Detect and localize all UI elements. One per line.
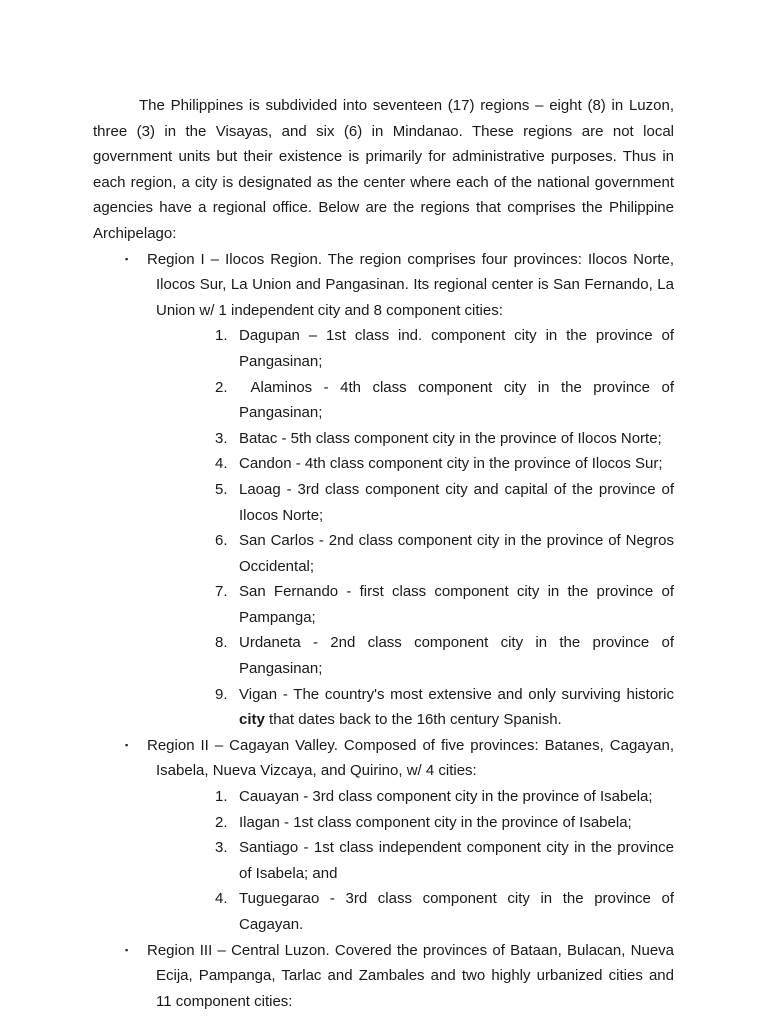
city-text: San Carlos - 2nd class component city in the province of Negros Occidental; <box>239 532 674 575</box>
list-item <box>147 784 674 810</box>
city-text: Tuguegarao - 3rd class component city in the province of Cagayan. <box>239 890 674 933</box>
city-text: Laoag - 3rd class component city and capital of the province of Ilocos Norte; <box>239 480 674 524</box>
region-description: Region III – Central Luzon. Covered the provinces of Bataan, Bulacan, Nueva Ecija, Pampanga, Tarlac and Zambales and two highly urbanized cities and 11 component cities: <box>147 941 674 1010</box>
city-text: Candon - 4th class component city in the province of Ilocos Sur; <box>239 455 663 473</box>
region-description: Region II – Cagayan Valley. Composed of five provinces: Batanes, Cagayan, Isabela, Nueva Vizcaya, and Quirino, w/ 4 cities: <box>147 736 674 780</box>
city-list <box>147 784 674 938</box>
city-text: Santiago - 1st class independent component city in the province of Isabela; and <box>239 839 674 882</box>
list-item <box>147 477 674 528</box>
city-text-bold: city <box>239 711 265 729</box>
list-item <box>147 528 674 579</box>
bullet-icon: ▪ <box>125 944 129 955</box>
city-text: Batac - 5th class component city in the province of Ilocos Norte; <box>239 429 662 447</box>
list-item <box>147 323 674 374</box>
region-item <box>93 938 674 1015</box>
document-page <box>93 93 674 1014</box>
intro-paragraph: The Philippines is subdivided into seventeen (17) regions – eight (8) in Luzon, three (3) in the Visayas, and six (6) in Mindanao. These regions are not local government units but their existence is primarily for administrative purposes. Thus in each region, a city is designated as the center where each of the national government agencies have a regional office. Below are the regions that comprises the Philippine Archipelago: <box>93 97 674 242</box>
city-text: San Fernando - first class component city in the province of Pampanga; <box>239 583 674 626</box>
list-number: 2. <box>215 813 228 831</box>
list-number: 8. <box>215 634 228 652</box>
list-item <box>147 451 674 477</box>
city-text-part: that dates back to the 16th century Spanish. <box>264 711 562 729</box>
list-number: 6. <box>215 532 228 550</box>
city-text <box>239 682 674 733</box>
regions-list <box>93 247 674 1015</box>
list-number: 4. <box>215 455 228 473</box>
list-item <box>147 426 674 452</box>
list-number: 5. <box>215 480 228 498</box>
region-description: Region I – Ilocos Region. The region comprises four provinces: Ilocos Norte, Ilocos Sur, La Union and Pangasinan. Its regional center is San Fernando, La Union w/ 1 independent city and 8 component cities: <box>147 250 674 319</box>
list-number: 4. <box>215 890 228 908</box>
list-item <box>147 682 674 733</box>
list-number: 9. <box>215 685 228 703</box>
city-text: Urdaneta - 2nd class component city in the province of Pangasinan; <box>239 634 674 678</box>
list-item <box>147 835 674 886</box>
list-item <box>147 630 674 681</box>
list-number: 7. <box>215 583 228 601</box>
bullet-icon: ▪ <box>125 739 129 750</box>
list-number: 3. <box>215 839 228 857</box>
city-text: Ilagan - 1st class component city in the province of Isabela; <box>239 813 632 831</box>
region-item <box>93 733 674 938</box>
list-item <box>147 579 674 630</box>
city-text: Dagupan – 1st class ind. component city in the province of Pangasinan; <box>239 327 674 370</box>
list-item <box>147 375 674 426</box>
list-item <box>147 886 674 937</box>
region-item <box>93 247 674 733</box>
city-text-part: Vigan - The country's most extensive and only surviving historic <box>239 685 674 703</box>
list-number: 1. <box>215 788 228 806</box>
list-number: 2. <box>215 378 228 396</box>
list-number: 3. <box>215 429 228 447</box>
list-number: 1. <box>215 327 228 345</box>
bullet-icon: ▪ <box>125 253 129 264</box>
city-text: Cauayan - 3rd class component city in the province of Isabela; <box>239 788 653 806</box>
list-item <box>147 810 674 836</box>
city-list <box>147 323 674 733</box>
city-text: Alaminos - 4th class component city in the province of Pangasinan; <box>239 378 674 422</box>
